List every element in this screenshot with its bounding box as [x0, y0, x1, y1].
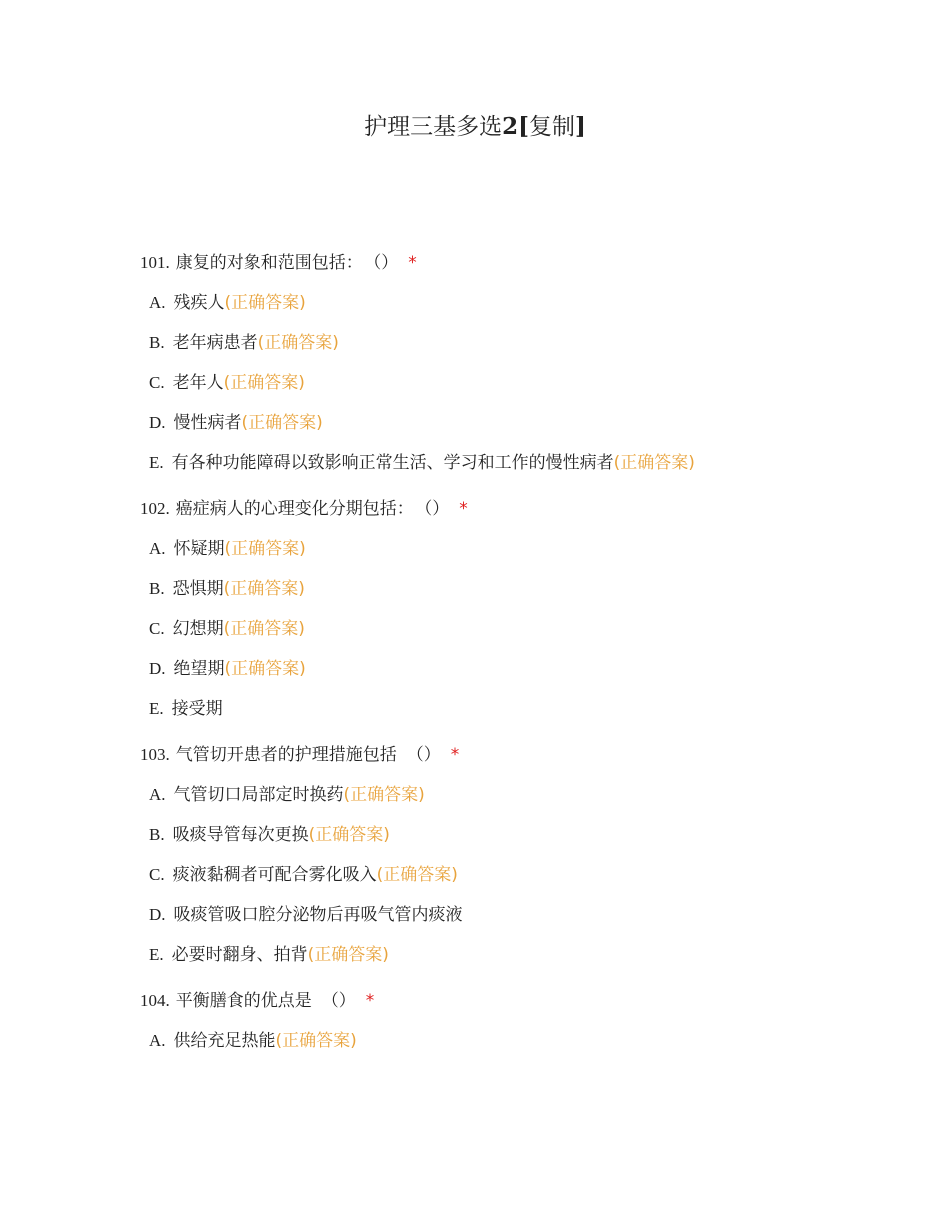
- required-star: *: [365, 991, 375, 1011]
- required-star: *: [408, 253, 417, 273]
- option-letter: B: [149, 825, 161, 844]
- title-bold-part: 2[: [502, 113, 529, 140]
- correct-answer-tag: (正确答案): [308, 825, 390, 845]
- option-dot: .: [160, 373, 165, 392]
- option-letter: C: [149, 373, 161, 392]
- answer-blank: （）: [321, 991, 356, 1011]
- option-text: 有各种功能障碍以致影响正常生活、学习和工作的慢性病者: [171, 453, 614, 473]
- option-a: [140, 1028, 900, 1054]
- title-text: 护理三基多选: [364, 114, 503, 140]
- option-text: 慢性病者: [173, 413, 242, 433]
- correct-answer-tag: (正确答案): [241, 413, 323, 433]
- option-text: 绝望期: [173, 659, 225, 679]
- option-e: [140, 450, 900, 476]
- question-number: 102: [140, 499, 166, 518]
- option-letter: A: [149, 293, 162, 312]
- option-letter: D: [149, 659, 162, 678]
- option-text: 痰液黏稠者可配合雾化吸入: [172, 865, 377, 885]
- question-heading: [140, 496, 900, 522]
- correct-answer-tag: (正确答案): [224, 659, 306, 679]
- question-102: [140, 496, 900, 722]
- option-c: [140, 370, 900, 396]
- option-b: [140, 330, 900, 356]
- question-number-dot: .: [165, 499, 170, 518]
- question-101: [140, 250, 900, 476]
- option-dot: .: [161, 659, 166, 678]
- option-d: [140, 656, 900, 682]
- option-c: [140, 862, 900, 888]
- correct-answer-tag: (正确答案): [275, 1031, 357, 1051]
- option-letter: A: [149, 785, 162, 804]
- option-text: 残疾人: [173, 293, 225, 313]
- question-number-dot: .: [165, 745, 170, 764]
- option-letter: A: [149, 539, 162, 558]
- required-star: *: [450, 745, 460, 765]
- option-text: 吸痰管吸口腔分泌物后再吸气管内痰液: [173, 905, 463, 925]
- option-dot: .: [161, 413, 166, 432]
- option-letter: B: [149, 579, 161, 598]
- option-a: [140, 536, 900, 562]
- question-number: 101: [140, 253, 166, 272]
- question-number-dot: .: [165, 253, 170, 272]
- option-c: [140, 616, 900, 642]
- correct-answer-tag: (正确答案): [376, 865, 458, 885]
- question-list: [140, 250, 900, 1074]
- correct-answer-tag: (正确答案): [307, 945, 389, 965]
- question-text: 气管切开患者的护理措施包括: [175, 745, 397, 765]
- option-letter: A: [149, 1031, 162, 1050]
- option-letter: C: [149, 619, 161, 638]
- question-103: [140, 742, 900, 968]
- question-text: 平衡膳食的优点是: [175, 991, 312, 1011]
- option-e: [140, 942, 900, 968]
- option-text: 接受期: [171, 699, 223, 719]
- question-104: [140, 988, 900, 1054]
- option-text: 幻想期: [172, 619, 224, 639]
- option-text: 老年人: [172, 373, 224, 393]
- question-heading: [140, 988, 900, 1014]
- option-dot: .: [160, 865, 165, 884]
- option-letter: B: [149, 333, 161, 352]
- option-text: 必要时翻身、拍背: [171, 945, 308, 965]
- option-dot: .: [161, 293, 166, 312]
- option-d: [140, 902, 900, 928]
- question-text: 康复的对象和范围包括：: [175, 253, 363, 273]
- option-text: 吸痰导管每次更换: [172, 825, 309, 845]
- option-text: 气管切口局部定时换药: [173, 785, 344, 805]
- option-dot: .: [160, 579, 165, 598]
- option-dot: .: [161, 539, 166, 558]
- option-text: 怀疑期: [173, 539, 225, 559]
- correct-answer-tag: (正确答案): [223, 579, 305, 599]
- page-title: [0, 112, 950, 142]
- question-heading: [140, 742, 900, 768]
- option-letter: E: [149, 453, 160, 472]
- question-number: 104: [140, 991, 166, 1010]
- correct-answer-tag: (正确答案): [224, 539, 306, 559]
- option-dot: .: [160, 825, 165, 844]
- option-dot: .: [161, 785, 166, 804]
- option-letter: E: [149, 945, 160, 964]
- required-star: *: [459, 499, 468, 519]
- option-d: [140, 410, 900, 436]
- option-dot: .: [161, 905, 166, 924]
- title-copy-label: 复制: [529, 114, 575, 140]
- option-text: 恐惧期: [172, 579, 224, 599]
- option-text: 供给充足热能: [173, 1031, 276, 1051]
- option-letter: D: [149, 905, 162, 924]
- option-text: 老年病患者: [172, 333, 258, 353]
- correct-answer-tag: (正确答案): [223, 619, 305, 639]
- correct-answer-tag: (正确答案): [613, 453, 695, 473]
- option-dot: .: [159, 453, 164, 472]
- option-b: [140, 576, 900, 602]
- option-dot: .: [159, 945, 164, 964]
- question-number: 103: [140, 745, 166, 764]
- option-b: [140, 822, 900, 848]
- correct-answer-tag: (正确答案): [257, 333, 339, 353]
- option-dot: .: [160, 619, 165, 638]
- question-heading: [140, 250, 900, 276]
- question-text: 癌症病人的心理变化分期包括：: [175, 499, 414, 519]
- correct-answer-tag: (正确答案): [223, 373, 305, 393]
- correct-answer-tag: (正确答案): [343, 785, 425, 805]
- option-dot: .: [160, 333, 165, 352]
- option-letter: E: [149, 699, 160, 718]
- question-number-dot: .: [165, 991, 170, 1010]
- option-e: [140, 696, 900, 722]
- title-bracket-close: ]: [575, 113, 586, 140]
- option-a: [140, 782, 900, 808]
- answer-blank: （）: [423, 499, 450, 519]
- correct-answer-tag: (正确答案): [224, 293, 306, 313]
- answer-blank: （）: [372, 253, 399, 273]
- option-letter: C: [149, 865, 161, 884]
- option-letter: D: [149, 413, 162, 432]
- option-dot: .: [161, 1031, 166, 1050]
- option-dot: .: [159, 699, 164, 718]
- answer-blank: （）: [406, 745, 441, 765]
- option-a: [140, 290, 900, 316]
